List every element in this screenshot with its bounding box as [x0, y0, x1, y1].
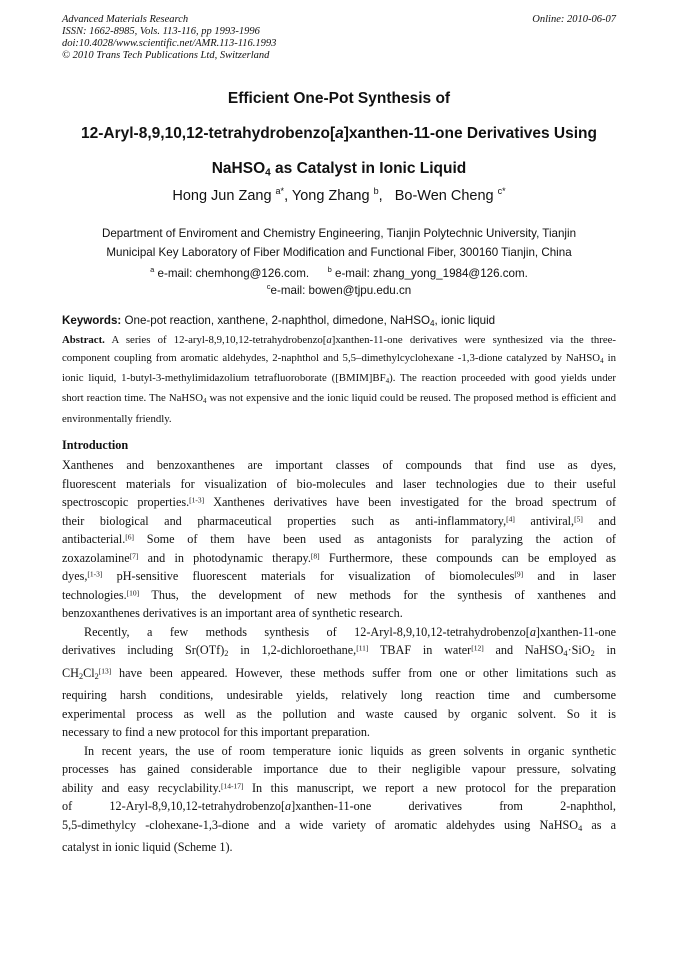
citation: [5] — [574, 514, 583, 524]
abstract-text: was not expensive and the ionic liquid could be reused. The proposed method is efficient and environmentally friendly. — [62, 392, 617, 425]
text-line: catalyst in ionic liquid (Scheme 1). — [62, 840, 233, 855]
text-line: dyes,[1-3] pH-sensitive fluorescent materials for visualization of biomolecules[9] and in laser — [62, 569, 616, 583]
abstract — [62, 332, 616, 428]
abstract-italic: a — [326, 334, 332, 346]
title-subscript: 4 — [265, 167, 271, 179]
text-line: antibacterial.[6] Some of them have been used as antagonists for paralyzing the action of — [62, 532, 616, 546]
abstract-text: ). The reaction proceeded with good yields under short reaction time. The NaHSO — [62, 371, 616, 405]
text-line: fluorescent materials for visualization of bio-molecules and laser technologies due to their useful — [62, 476, 616, 491]
email-line-2 — [50, 277, 628, 300]
title-italic: a — [335, 125, 344, 142]
affiliation-line-1: Department of Enviroment and Chemistry Engineering, Tianjin Polytechnic University, Tianjin — [101, 227, 577, 240]
citation: [12] — [471, 643, 484, 653]
text-line: of 12-Aryl-8,9,10,12-tetrahydrobenzo[a]xanthen-11-one derivatives from 2-naphthol, — [62, 799, 616, 814]
abstract-subscript: 4 — [385, 376, 390, 385]
title-line-1: Efficient One-Pot Synthesis of — [227, 90, 451, 107]
running-header — [62, 14, 616, 62]
citation: [11] — [356, 643, 369, 653]
abstract-subscript: 4 — [203, 397, 207, 406]
affiliation-line-2: Municipal Key Laboratory of Fiber Modification and Functional Fiber, 300160 Tianjin, China — [106, 246, 572, 259]
abstract-text: in ionic liquid, 1-butyl-3-methylimidazolium tetrafluoroborate ([BMIM]BF — [62, 351, 616, 384]
text-line: necessary to find a new protocol for this important preparation. — [62, 725, 370, 740]
abstract-text: ]xanthen-11-one derivatives were synthesized via the three-component coupling from aromatic aldehydes, 2-naphthol and 5,5–dimethylcyclohexane -1,3-dione catalyzed by NaHSO — [62, 334, 616, 364]
citation: [10] — [126, 588, 140, 598]
title-line-2 — [40, 125, 638, 143]
text-line: 5,5-dimethylcy -clohexane-1,3-dione and a wide variety of aromatic aldehydes using NaHSO$_4$ as a — [62, 817, 616, 833]
keywords-subscript: 4 — [430, 319, 435, 329]
abstract-label: Abstract. — [62, 334, 105, 346]
keywords-text: One-pot reaction, xanthene, 2-naphthol, dimedone, NaHSO — [124, 314, 431, 327]
author-sup: c* — [497, 186, 506, 196]
citation: [1-3] — [189, 495, 205, 505]
email-b: e-mail: zhang_yong_1984@126.com. — [335, 266, 528, 280]
text-line: In recent years, the use of room temperature ionic liquids as green solvents in organic synthetic — [84, 743, 616, 758]
author-list: Hong Jun Zang $^{a*}$, Yong Zhang $^b$, Bo-Wen Cheng $^{c*}$ — [172, 186, 506, 204]
email-sup: b — [327, 265, 332, 274]
text-line: their biological and pharmaceutical properties such as anti-inflammatory,[4] antiviral,[5] and — [62, 513, 616, 528]
text-line: derivatives including $Sr(OTf)_2$ in 1,2-dichloroethane,[11] TBAF in water[12] and NaHSO$_4$·SiO$_2$ in — [62, 643, 616, 659]
text-line: spectroscopic properties.[1-3] Xanthenes derivatives have been investigated for the broad spectrum of — [62, 495, 616, 509]
abstract-text: A series of 12-aryl-8,9,10,12-tetrahydrobenzo[ — [111, 334, 327, 346]
copyright-line: © 2010 Trans Tech Publications Ltd, Switzerland — [62, 50, 270, 61]
keywords-text: , ionic liquid — [434, 314, 496, 327]
citation: [7] — [129, 551, 139, 561]
text-line: requiring harsh conditions, undesirable yields, relatively long reaction time and cumbersome — [62, 688, 616, 703]
text-line: technologies.[10] Thus, the development of new methods for the synthesis of xanthenes and — [62, 587, 616, 602]
text-line: ability and easy recyclability.[14-17] In this manuscript, we report a new protocol for the preparation — [62, 780, 616, 795]
citation: [6] — [125, 532, 135, 542]
email-a: e-mail: chemhong@126.com. — [157, 266, 310, 280]
citation: [13] — [98, 666, 112, 676]
text-line: processes has gained considerable importance due to their negligible vapour pressure, solvating — [62, 762, 616, 777]
text-line: Recently, a few methods synthesis of 12-Aryl-8,9,10,12-tetrahydrobenzo[a]xanthen-11-one — [84, 624, 616, 639]
email-sup: c — [266, 282, 271, 291]
text-line: benzoxanthenes derivatives is an important area of synthetic research. — [62, 606, 403, 620]
author-name: Bo-Wen Cheng — [394, 187, 494, 204]
email-sup: a — [150, 265, 155, 274]
abstract-subscript: 4 — [600, 356, 604, 365]
issn-line: ISSN: 1662-8985, Vols. 113-116, pp 1993-1996 — [62, 26, 260, 37]
email-c: e-mail: bowen@tjpu.edu.cn — [270, 283, 412, 297]
keywords-label: Keywords: — [62, 314, 122, 327]
author-sup: b — [373, 186, 379, 196]
title-line-3 — [40, 160, 638, 179]
section-heading: Introduction — [62, 438, 129, 452]
text-line: $CH_2Cl_2[13]$ have been appeared. However, these methods suffer from one or other limitations such as — [62, 665, 616, 681]
title-text: NaHSO — [211, 160, 266, 177]
title-text: ]xanthen-11-one Derivatives Using — [343, 125, 597, 142]
text-line: Xanthenes and benzoxanthenes are important classes of compounds that find use as dyes, — [62, 458, 616, 472]
citation: [9] — [514, 569, 524, 579]
citation: [4] — [506, 514, 515, 524]
author-name: Hong Jun Zang — [172, 187, 272, 204]
doi-line: doi:10.4028/www.scientific.net/AMR.113-116.1993 — [62, 38, 277, 49]
title-text: as Catalyst in Ionic Liquid — [270, 160, 467, 177]
text-line: zoxazolamine[7] and in photodynamic therapy.[8] Furthermore, these compounds can be employed as — [62, 550, 616, 565]
author-sup: a* — [275, 186, 285, 196]
keywords — [62, 314, 616, 328]
citation: [14-17] — [221, 781, 244, 791]
body-text — [62, 456, 616, 857]
text-line: experimental process as well as the pollution and waste caused by organic solvent. So it is — [62, 706, 616, 721]
title-text: 12-Aryl-8,9,10,12-tetrahydrobenzo[ — [81, 125, 336, 142]
online-date: Online: 2010-06-07 — [532, 14, 616, 25]
author-name: Yong Zhang — [291, 187, 370, 204]
citation: [8] — [310, 551, 320, 561]
citation: [1-3] — [87, 569, 103, 579]
journal-name: Advanced Materials Research — [62, 14, 189, 25]
